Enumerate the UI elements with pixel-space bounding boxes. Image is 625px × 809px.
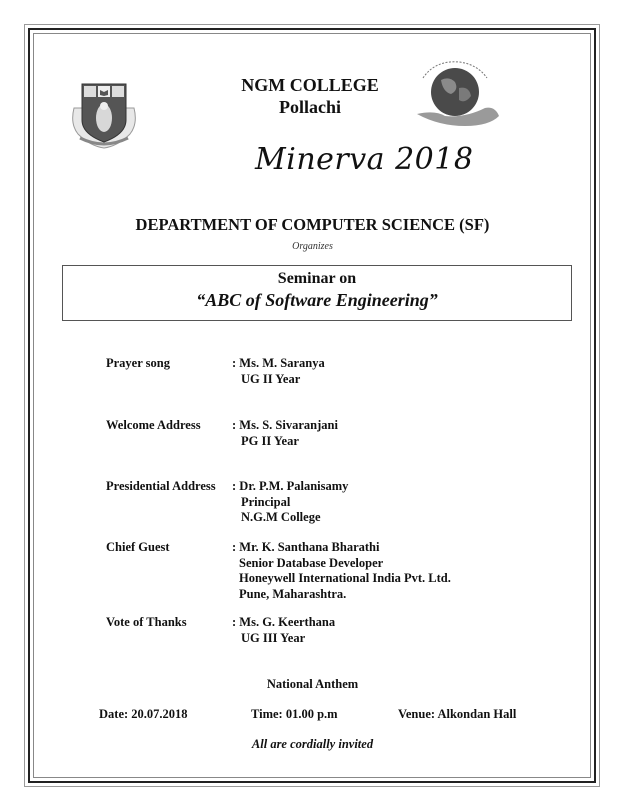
national-anthem: National Anthem	[266, 677, 359, 691]
program-line: : Ms. M. Saranya	[232, 356, 325, 370]
program-value-vote-of-thanks	[232, 615, 335, 646]
program-line: UG II Year	[241, 371, 301, 386]
program-line: Principal	[241, 494, 291, 509]
college-header	[220, 74, 400, 118]
program-line: Pune, Maharashtra.	[239, 586, 347, 601]
seminar-label: Seminar on	[277, 270, 357, 287]
event-time: Time: 01.00 p.m	[251, 707, 338, 721]
program-line: UG III Year	[241, 630, 306, 645]
program-role-prayer: Prayer song	[106, 356, 170, 370]
program-line: Senior Database Developer	[239, 555, 384, 570]
program-line: : Dr. P.M. Palanisamy	[232, 479, 349, 493]
program-role-chief-guest: Chief Guest	[106, 540, 170, 554]
college-name: NGM COLLEGE	[241, 75, 379, 95]
college-location: Pollachi	[279, 97, 341, 117]
organizes-label: Organizes	[292, 241, 333, 252]
program-line: : Mr. K. Santhana Bharathi	[232, 540, 380, 554]
event-title: Minerva 2018	[255, 142, 474, 177]
program-line: Honeywell International India Pvt. Ltd.	[239, 571, 451, 585]
program-line: PG II Year	[241, 433, 299, 448]
globe-hand-icon	[415, 58, 500, 133]
program-role-welcome: Welcome Address	[106, 418, 201, 432]
program-value-presidential	[232, 479, 348, 526]
program-value-welcome	[232, 418, 338, 449]
event-date: Date: 20.07.2018	[99, 707, 188, 721]
program-line: N.G.M College	[241, 510, 321, 524]
college-crest-icon	[70, 80, 138, 150]
program-value-prayer	[232, 356, 325, 387]
program-role-vote-of-thanks: Vote of Thanks	[106, 615, 187, 629]
program-line: : Ms. G. Keerthana	[232, 615, 336, 629]
program-value-chief-guest	[232, 540, 451, 602]
department-name: DEPARTMENT OF COMPUTER SCIENCE (SF)	[135, 215, 490, 234]
program-line: : Ms. S. Sivaranjani	[232, 418, 338, 432]
invitation-note: All are cordially invited	[251, 737, 374, 751]
event-venue: Venue: Alkondan Hall	[398, 707, 517, 721]
program-role-presidential: Presidential Address	[106, 479, 216, 493]
seminar-title: “ABC of Software Engineering”	[196, 290, 438, 310]
